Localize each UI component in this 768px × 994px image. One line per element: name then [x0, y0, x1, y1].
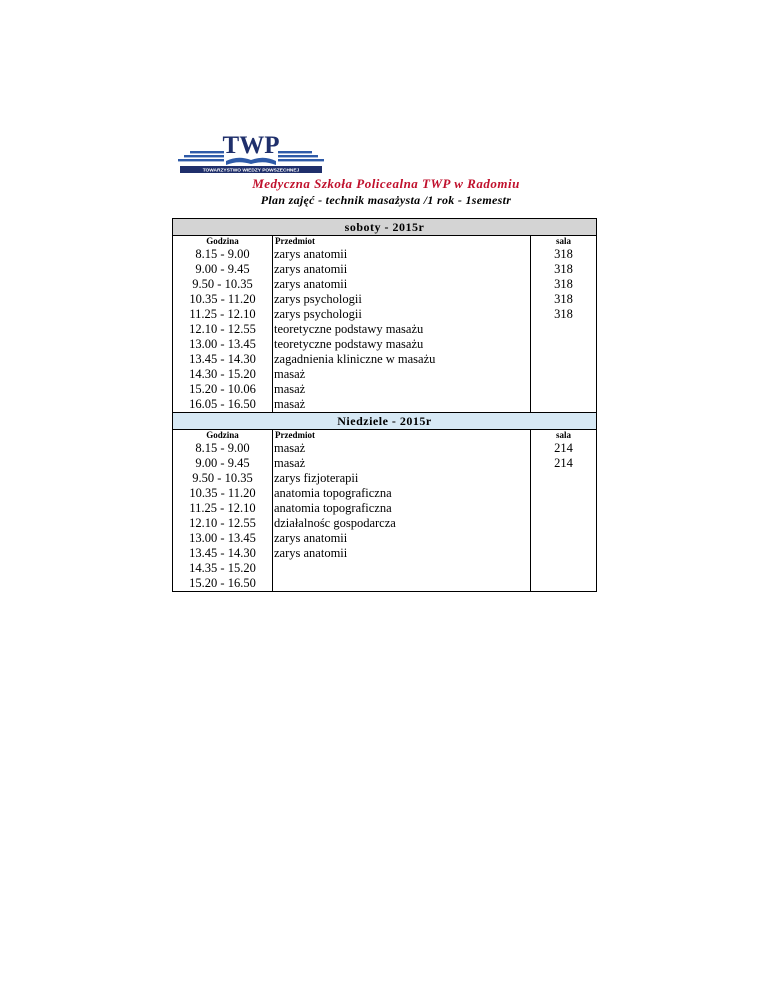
logo-subtext: TOWARZYSTWO WIEDZY POWSZECHNEJ [202, 168, 300, 174]
subject-cell: masaż [273, 441, 531, 456]
column-header-room: sala [531, 236, 597, 248]
time-cell: 9.50 - 10.35 [173, 471, 273, 486]
room-cell [531, 561, 597, 576]
column-header-row [173, 236, 597, 248]
room-cell [531, 397, 597, 413]
column-header-subject: Przedmiot [273, 236, 531, 248]
subject-cell: zarys fizjoterapii [273, 471, 531, 486]
subject-cell: teoretyczne podstawy masażu [273, 337, 531, 352]
time-cell: 11.25 - 12.10 [173, 501, 273, 516]
room-cell [531, 471, 597, 486]
section-header [173, 413, 597, 430]
table-row [173, 516, 597, 531]
table-row [173, 546, 597, 561]
subject-cell: masaż [273, 397, 531, 413]
subject-cell: anatomia topograficzna [273, 501, 531, 516]
time-cell: 8.15 - 9.00 [173, 441, 273, 456]
subject-cell: zarys psychologii [273, 307, 531, 322]
table-row [173, 382, 597, 397]
subject-cell: działalnośc gospodarcza [273, 516, 531, 531]
table-row [173, 397, 597, 413]
time-cell: 13.00 - 13.45 [173, 337, 273, 352]
time-cell: 16.05 - 16.50 [173, 397, 273, 413]
subject-cell [273, 576, 531, 592]
room-cell: 214 [531, 456, 597, 471]
room-cell: 318 [531, 307, 597, 322]
column-header-subject: Przedmiot [273, 430, 531, 442]
room-cell [531, 546, 597, 561]
room-cell: 318 [531, 262, 597, 277]
room-cell [531, 322, 597, 337]
time-cell: 10.35 - 11.20 [173, 486, 273, 501]
room-cell [531, 352, 597, 367]
column-header-row [173, 430, 597, 442]
logo-letters: TWP [222, 132, 280, 159]
time-cell: 15.20 - 16.50 [173, 576, 273, 592]
room-cell: 214 [531, 441, 597, 456]
table-row [173, 337, 597, 352]
room-cell [531, 576, 597, 592]
time-cell: 9.00 - 9.45 [173, 262, 273, 277]
time-cell: 14.30 - 15.20 [173, 367, 273, 382]
room-cell [531, 337, 597, 352]
table-row [173, 292, 597, 307]
room-cell [531, 486, 597, 501]
time-cell: 13.45 - 14.30 [173, 352, 273, 367]
table-row [173, 441, 597, 456]
subject-cell [273, 561, 531, 576]
column-header-time: Godzina [173, 236, 273, 248]
table-row [173, 456, 597, 471]
subject-cell: zarys anatomii [273, 247, 531, 262]
table-row [173, 531, 597, 546]
room-cell [531, 382, 597, 397]
table-row [173, 307, 597, 322]
time-cell: 14.35 - 15.20 [173, 561, 273, 576]
table-row [173, 322, 597, 337]
time-cell: 13.45 - 14.30 [173, 546, 273, 561]
column-header-time: Godzina [173, 430, 273, 442]
column-header-room: sala [531, 430, 597, 442]
time-cell: 10.35 - 11.20 [173, 292, 273, 307]
time-cell: 12.10 - 12.55 [173, 516, 273, 531]
subject-cell: zarys psychologii [273, 292, 531, 307]
time-cell: 9.50 - 10.35 [173, 277, 273, 292]
table-row [173, 561, 597, 576]
table-row [173, 247, 597, 262]
subject-cell: zarys anatomii [273, 262, 531, 277]
room-cell: 318 [531, 277, 597, 292]
schedule-table [172, 218, 597, 592]
table-row [173, 277, 597, 292]
time-cell: 13.00 - 13.45 [173, 531, 273, 546]
subject-cell: masaż [273, 382, 531, 397]
subject-cell: zarys anatomii [273, 277, 531, 292]
subject-cell: masaż [273, 367, 531, 382]
room-cell [531, 501, 597, 516]
subject-cell: zagadnienia kliniczne w masażu [273, 352, 531, 367]
table-row [173, 576, 597, 592]
table-row [173, 262, 597, 277]
time-cell: 11.25 - 12.10 [173, 307, 273, 322]
room-cell [531, 367, 597, 382]
time-cell: 12.10 - 12.55 [173, 322, 273, 337]
twp-logo [176, 129, 326, 175]
subject-cell: masaż [273, 456, 531, 471]
time-cell: 15.20 - 10.06 [173, 382, 273, 397]
room-cell: 318 [531, 292, 597, 307]
subject-cell: anatomia topograficzna [273, 486, 531, 501]
section-header [173, 219, 597, 236]
room-cell [531, 531, 597, 546]
time-cell: 8.15 - 9.00 [173, 247, 273, 262]
section-title: Niedziele - 2015r [173, 413, 597, 430]
subject-cell: teoretyczne podstawy masażu [273, 322, 531, 337]
time-cell: 9.00 - 9.45 [173, 456, 273, 471]
room-cell: 318 [531, 247, 597, 262]
plan-title: Plan zajęć - technik masażysta /1 rok - 1semestr [260, 193, 512, 207]
subject-cell: zarys anatomii [273, 531, 531, 546]
table-row [173, 501, 597, 516]
table-row [173, 486, 597, 501]
table-row [173, 471, 597, 486]
table-row [173, 367, 597, 382]
section-title: soboty - 2015r [173, 219, 597, 236]
subject-cell: zarys anatomii [273, 546, 531, 561]
table-row [173, 352, 597, 367]
school-title: Medyczna Szkoła Policealna TWP w Radomiu [252, 176, 520, 191]
room-cell [531, 516, 597, 531]
